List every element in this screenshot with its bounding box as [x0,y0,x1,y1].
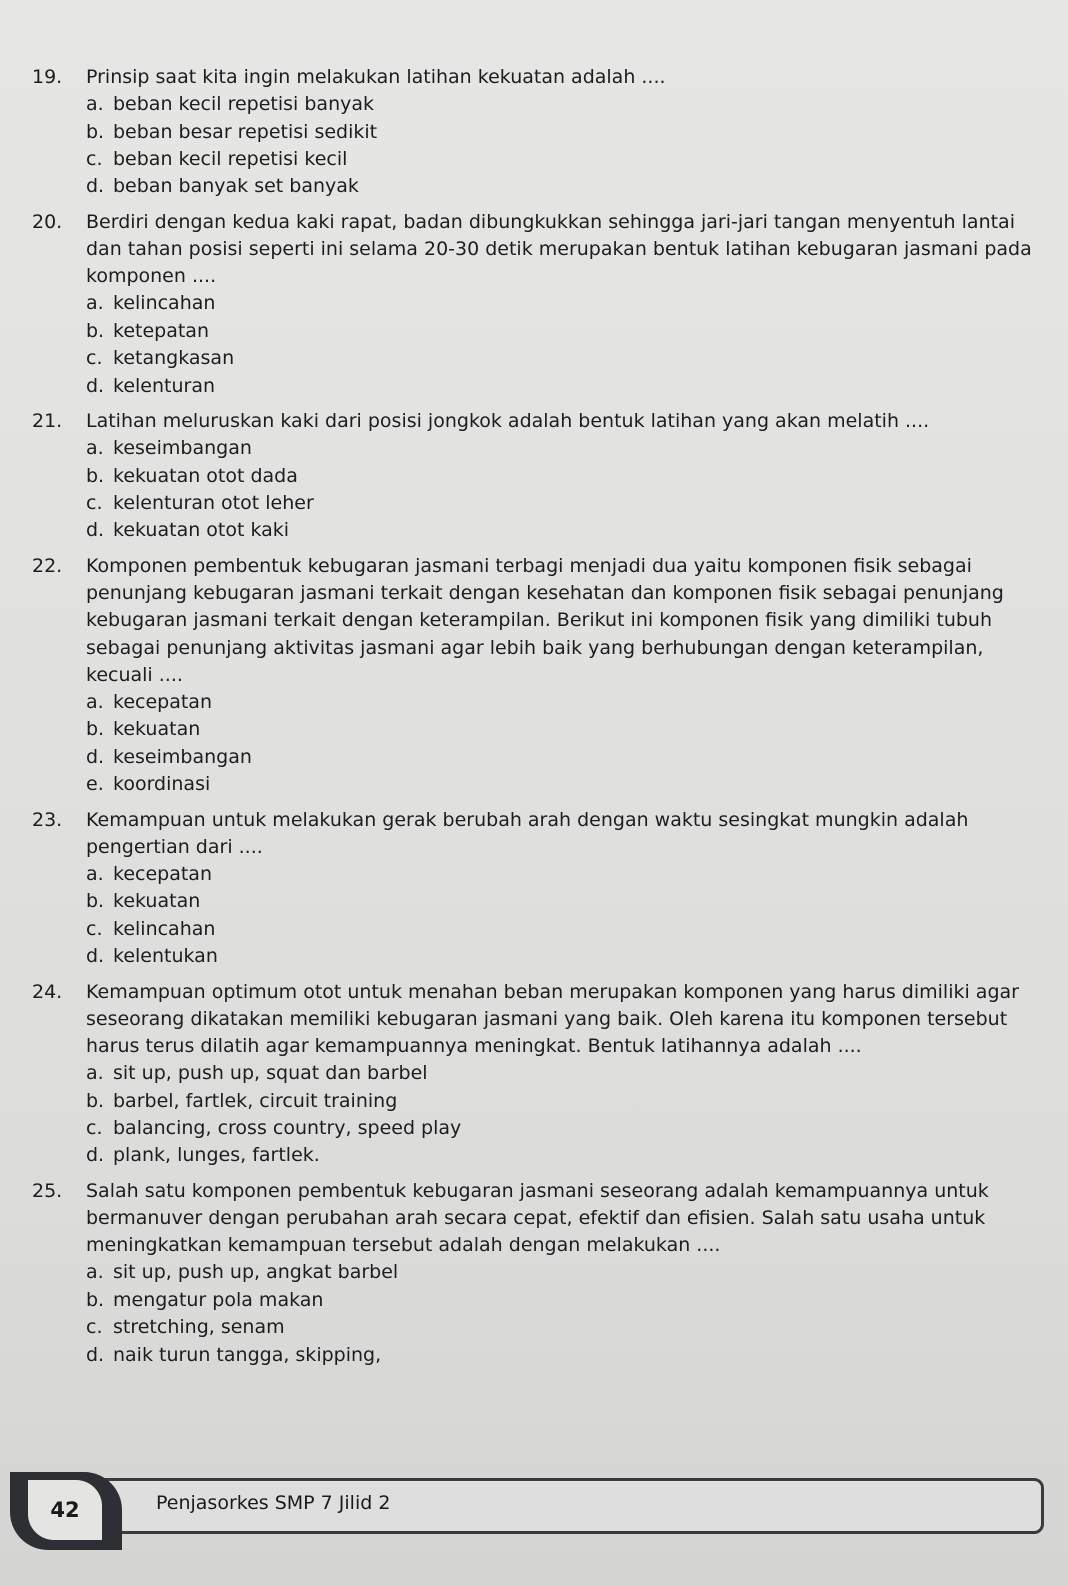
option-letter: b. [86,890,105,913]
question-item [32,979,1042,1170]
option-text: kekuatan [113,718,201,741]
option-text: stretching, senam [113,1316,285,1339]
option-text: kelenturan otot leher [113,492,314,515]
option-text: kecepatan [113,862,212,885]
option-text: kelincahan [113,292,216,315]
option-letter: a. [86,690,104,713]
question-item [32,553,1042,799]
question-text: Komponen pembentuk kebugaran jasmani terbagi menjadi dua yaitu komponen fisik sebagai penunjang kebugaran jasmani terkait dengan kesehatan dan komponen fisik sebagai penunjang kebugaran jasmani terkait dengan keterampilan. Berikut ini komponen fisik yang dimiliki tubuh sebagai penunjang aktivitas jasmani agar lebih baik yang berhubungan dengan keterampilan, kecuali .... [86,554,1004,686]
answer-option [86,290,1042,317]
answer-option [86,1259,1042,1286]
answer-option [86,373,1042,400]
answer-options [86,290,1042,400]
answer-option [86,345,1042,372]
question-item [32,807,1042,971]
question-list [32,64,1042,1377]
question-item [32,408,1042,545]
answer-option [86,1115,1042,1142]
option-letter: c. [86,347,103,370]
option-letter: b. [86,718,105,741]
option-text: balancing, cross country, speed play [113,1116,462,1139]
option-letter: b. [86,464,105,487]
question-stem [32,553,1042,689]
answer-option [86,771,1042,798]
answer-option [86,1287,1042,1314]
option-letter: a. [86,93,104,116]
answer-options [86,435,1042,545]
answer-option [86,888,1042,915]
option-letter: b. [86,319,105,342]
answer-option [86,119,1042,146]
option-text: beban besar repetisi sedikit [113,120,378,143]
question-stem [32,979,1042,1061]
option-letter: c. [86,492,103,515]
question-number: 25. [32,1179,63,1202]
option-text: keseimbangan [113,745,252,768]
question-item [32,209,1042,400]
option-text: sit up, push up, squat dan barbel [113,1062,428,1085]
option-letter: c. [86,1316,103,1339]
option-letter: d. [86,1144,105,1167]
question-number: 21. [32,410,63,433]
option-letter: c. [86,917,103,940]
answer-option [86,435,1042,462]
option-text: koordinasi [113,773,211,796]
option-letter: b. [86,120,105,143]
page-number: 42 [50,1498,80,1522]
option-text: beban kecil repetisi kecil [113,148,348,171]
answer-option [86,463,1042,490]
option-letter: c. [86,148,103,171]
option-text: kelentukan [113,945,218,968]
option-text: mengatur pola makan [113,1288,324,1311]
option-text: keseimbangan [113,437,252,460]
answer-options [86,1259,1042,1369]
question-text: Latihan meluruskan kaki dari posisi jongkok adalah bentuk latihan yang akan melatih .... [86,410,930,433]
answer-option [86,1342,1042,1369]
question-item [32,64,1042,201]
answer-option [86,744,1042,771]
question-stem [32,1178,1042,1260]
option-text: kekuatan otot kaki [113,519,290,542]
option-text: beban kecil repetisi banyak [113,93,375,116]
question-stem [32,807,1042,861]
answer-option [86,916,1042,943]
answer-option [86,716,1042,743]
question-text: Kemampuan optimum otot untuk menahan beban merupakan komponen yang harus dimiliki agar seseorang dikatakan memiliki kebugaran jasmani yang baik. Oleh karena itu komponen tersebut harus terus dilatih agar kemampuannya meningkat. Bentuk latihannya adalah .... [86,980,1019,1057]
option-letter: a. [86,437,104,460]
option-text: ketangkasan [113,347,235,370]
option-text: naik turun tangga, skipping, [113,1343,382,1366]
answer-option [86,490,1042,517]
option-letter: d. [86,175,105,198]
option-letter: c. [86,1116,103,1139]
answer-options [86,1060,1042,1170]
answer-option [86,173,1042,200]
question-stem [32,64,1042,91]
question-number: 22. [32,554,63,577]
option-text: beban banyak set banyak [113,175,359,198]
option-text: kekuatan otot dada [113,464,298,487]
answer-option [86,689,1042,716]
option-letter: b. [86,1288,105,1311]
option-text: kecepatan [113,690,212,713]
question-number: 24. [32,980,63,1003]
option-letter: d. [86,374,105,397]
answer-option [86,943,1042,970]
question-number: 23. [32,808,63,831]
answer-option [86,146,1042,173]
question-number: 19. [32,66,63,88]
option-letter: d. [86,945,105,968]
option-letter: b. [86,1089,105,1112]
answer-option [86,517,1042,544]
option-text: ketepatan [113,319,209,342]
question-text: Kemampuan untuk melakukan gerak berubah arah dengan waktu sesingkat mungkin adalah pengertian dari .... [86,808,969,858]
page-footer [10,1472,1050,1550]
question-number: 20. [32,210,63,233]
option-text: barbel, fartlek, circuit training [113,1089,398,1112]
question-stem [32,408,1042,435]
answer-option [86,1088,1042,1115]
option-text: sit up, push up, angkat barbel [113,1261,399,1284]
option-text: kelincahan [113,917,216,940]
option-text: plank, lunges, fartlek. [113,1144,320,1167]
answer-option [86,1060,1042,1087]
question-text: Salah satu komponen pembentuk kebugaran jasmani seseorang adalah kemampuannya untuk bermanuver dengan perubahan arah secara cepat, efektif dan efisien. Salah satu usaha untuk meningkatkan kemampuan tersebut adalah dengan melakukan .... [86,1179,989,1257]
option-letter: d. [86,519,105,542]
book-title: Penjasorkes SMP 7 Jilid 2 [156,1492,391,1514]
option-text: kelenturan [113,374,216,397]
answer-options [86,689,1042,799]
question-text: Prinsip saat kita ingin melakukan latihan kekuatan adalah .... [86,66,666,88]
answer-option [86,1314,1042,1341]
question-stem [32,209,1042,291]
question-text: Berdiri dengan kedua kaki rapat, badan dibungkukkan sehingga jari-jari tangan menyentuh lantai dan tahan posisi seperti ini selama 20-30 detik merupakan bentuk latihan kebugaran jasmani pada komponen .... [86,210,1032,288]
option-letter: e. [86,773,104,796]
option-letter: d. [86,1343,105,1366]
answer-option [86,91,1042,118]
answer-options [86,91,1042,201]
option-letter: a. [86,292,104,315]
answer-option [86,1142,1042,1169]
question-item [32,1178,1042,1369]
option-letter: d. [86,745,105,768]
option-text: kekuatan [113,890,201,913]
answer-option [86,318,1042,345]
option-letter: a. [86,862,104,885]
option-letter: a. [86,1261,104,1284]
option-letter: a. [86,1062,104,1085]
answer-options [86,861,1042,971]
answer-option [86,861,1042,888]
